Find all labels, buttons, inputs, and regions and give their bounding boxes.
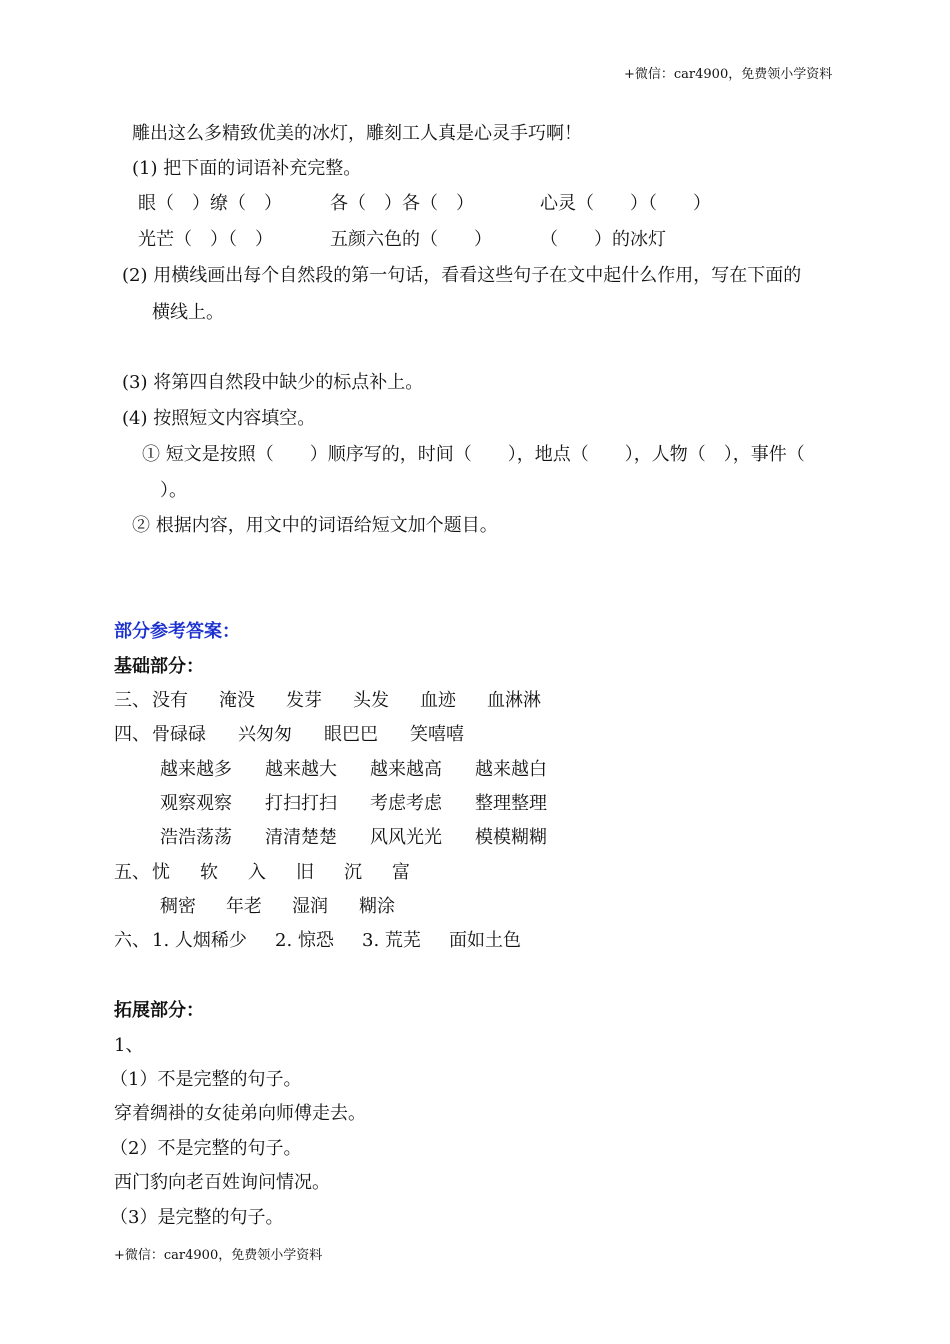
answer-word: 血淋淋 (487, 690, 541, 711)
answer-word: 考虑考虑 (370, 793, 442, 814)
answer-word: 3. 荒芜 (362, 930, 421, 951)
q4-item1-line1: ① 短文是按照（ ）顺序写的，时间（ ），地点（ ），人物（ ），事件（ (142, 444, 805, 465)
answer-word: 骨碌碌 (152, 724, 206, 745)
q1-blank: 心灵（ ）（ ） (540, 193, 711, 214)
answer-word: 越来越白 (475, 759, 547, 780)
answer-word: 笑嘻嘻 (410, 724, 464, 745)
answers-heading: 部分参考答案： (114, 621, 240, 642)
answer-word: 湿润 (292, 896, 328, 917)
extended-line: （2）不是完整的句子。 (110, 1138, 302, 1159)
intro-sentence: 雕出这么多精致优美的冰灯，雕刻工人真是心灵手巧啊！ (132, 123, 582, 144)
answer-word: 忧 (152, 862, 170, 883)
answer-word: 糊涂 (359, 896, 395, 917)
extended-heading: 拓展部分： (114, 1000, 204, 1021)
answer-word: 软 (200, 862, 218, 883)
answer-word: 富 (392, 862, 410, 883)
extended-line: 穿着绸褂的女徒弟向师傅走去。 (114, 1103, 366, 1124)
answer-word: 入 (248, 862, 266, 883)
header-note: +微信：car4900，免费领小学资料 (624, 67, 833, 82)
extended-number: 1、 (114, 1035, 144, 1056)
section-label: 五、 (114, 862, 150, 883)
answer-word: 越来越大 (265, 759, 337, 780)
answer-word: 头发 (353, 690, 389, 711)
answer-word: 清清楚楚 (265, 827, 337, 848)
basic-heading: 基础部分： (114, 656, 204, 677)
q1-blank: 五颜六色的（ ） (330, 229, 492, 250)
answer-word: 发芽 (286, 690, 322, 711)
answer-word: 浩浩荡荡 (160, 827, 232, 848)
answer-word: 血迹 (420, 690, 456, 711)
extended-line: （3）是完整的句子。 (110, 1207, 284, 1228)
q4-item1-line2: ）。 (160, 480, 187, 501)
q1-blank: （ ）的冰灯 (540, 229, 666, 250)
answer-word: 1. 人烟稀少 (152, 930, 247, 951)
answer-word: 眼巴巴 (324, 724, 378, 745)
q1-blank: 光芒（ ）（ ） (138, 229, 273, 250)
answer-word: 淹没 (219, 690, 255, 711)
q1-blank: 眼（ ）缭（ ） (138, 193, 282, 214)
answer-word: 兴匆匆 (238, 724, 292, 745)
q2-line1: (2) 用横线画出每个自然段的第一句话，看看这些句子在文中起什么作用，写在下面的 (122, 265, 802, 286)
section-label: 三、 (114, 690, 150, 711)
q4-title: (4) 按照短文内容填空。 (122, 408, 316, 429)
extended-line: 西门豹向老百姓询问情况。 (114, 1172, 330, 1193)
q2-line2: 横线上。 (152, 302, 224, 323)
answer-word: 面如土色 (449, 930, 521, 951)
answer-word: 没有 (152, 690, 188, 711)
q1-title: (1) 把下面的词语补充完整。 (132, 158, 362, 179)
extended-line: （1）不是完整的句子。 (110, 1069, 302, 1090)
footer-note: +微信：car4900，免费领小学资料 (114, 1248, 323, 1263)
answer-word: 风风光光 (370, 827, 442, 848)
answer-word: 打扫打扫 (265, 793, 337, 814)
answer-word: 越来越多 (160, 759, 232, 780)
answer-word: 2. 惊恐 (275, 930, 334, 951)
answer-word: 整理整理 (475, 793, 547, 814)
q1-blank: 各（ ）各（ ） (330, 193, 474, 214)
q3: (3) 将第四自然段中缺少的标点补上。 (122, 372, 424, 393)
answer-word: 年老 (226, 896, 262, 917)
section-label: 四、 (114, 724, 150, 745)
answer-word: 模模糊糊 (475, 827, 547, 848)
answer-word: 稠密 (160, 896, 196, 917)
answer-word: 越来越高 (370, 759, 442, 780)
answer-word: 沉 (344, 862, 362, 883)
q4-item2: ② 根据内容，用文中的词语给短文加个题目。 (132, 515, 498, 536)
answer-word: 观察观察 (160, 793, 232, 814)
section-label: 六、 (114, 930, 150, 951)
answer-word: 旧 (296, 862, 314, 883)
